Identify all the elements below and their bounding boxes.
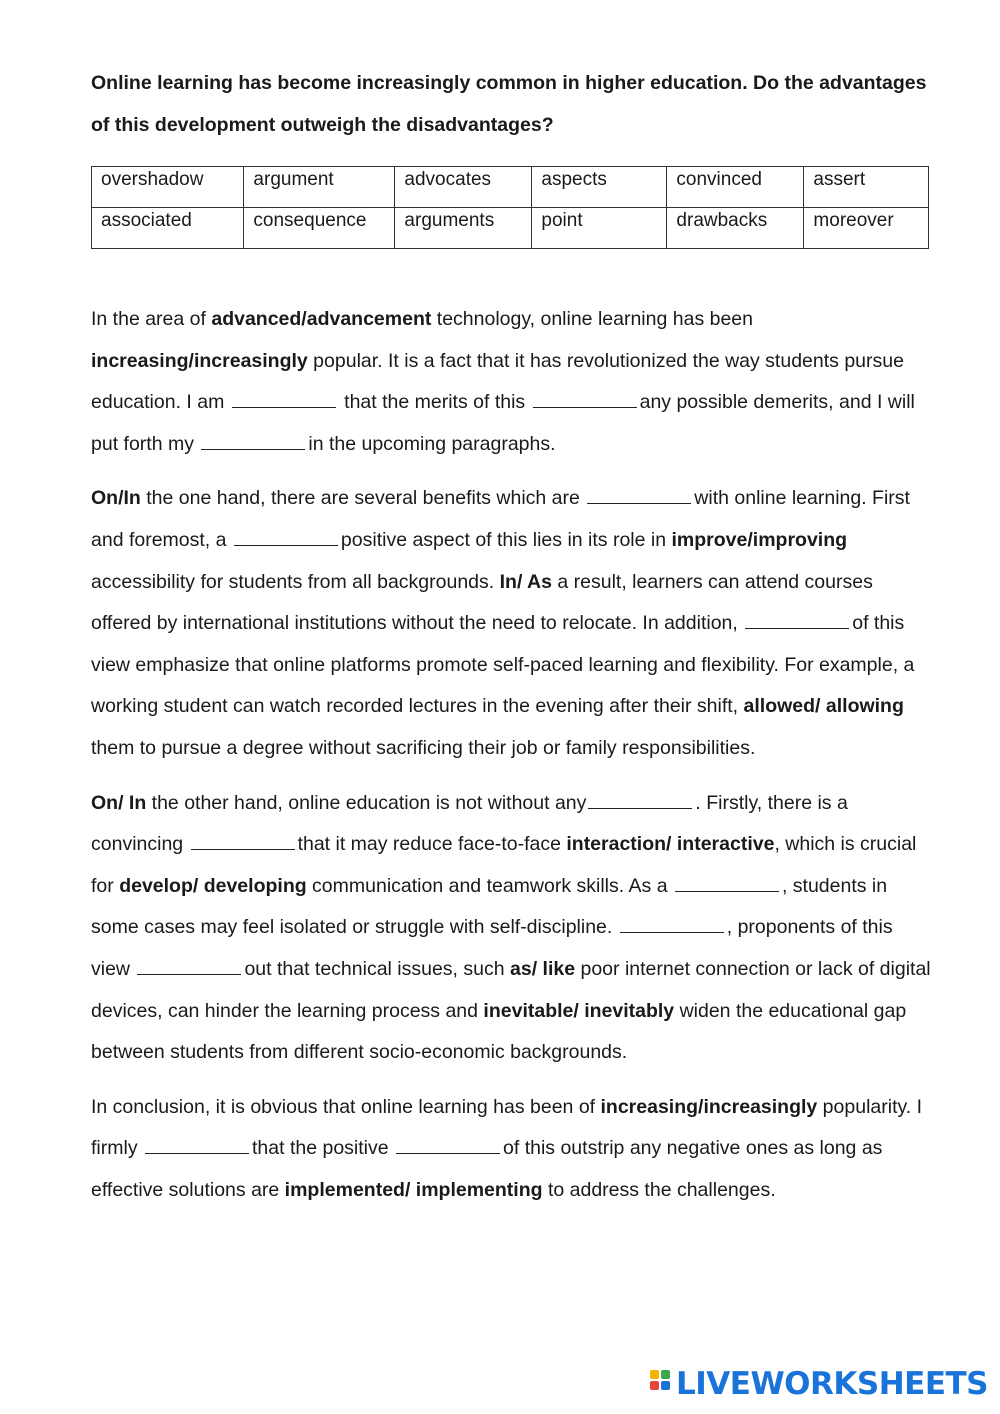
text: to address the challenges. xyxy=(542,1178,776,1201)
blank-input[interactable] xyxy=(232,389,336,408)
text: , which is crucial for xyxy=(91,833,917,897)
text: popular. It is a fact that it has revolutionized the way students pursue education. I am xyxy=(91,349,904,414)
blank-input[interactable] xyxy=(745,610,849,629)
word-bank-cell: convinced xyxy=(667,167,804,208)
text: them to pursue a degree without sacrificing their job or family responsibilities. xyxy=(91,736,756,759)
word-choice[interactable]: as/ like xyxy=(510,957,576,980)
worksheet xyxy=(91,62,931,1224)
text: popularity. I firmly xyxy=(91,1095,923,1160)
text: of this outstrip any negative ones as long as effective solutions are xyxy=(91,1137,883,1201)
word-choice[interactable]: On/ In xyxy=(91,791,147,814)
word-choice[interactable]: advanced/advancement xyxy=(211,308,432,330)
text: positive aspect of this lies in its role in xyxy=(340,528,672,551)
word-bank-cell: overshadow xyxy=(92,167,244,208)
text: out that technical issues, such xyxy=(244,957,511,980)
paragraph-advantages xyxy=(91,478,931,769)
text: communication and teamwork skills. As a xyxy=(306,874,673,897)
text: in the upcoming paragraphs. xyxy=(308,432,556,455)
blank-input[interactable] xyxy=(588,790,692,809)
word-choice[interactable]: In/ As xyxy=(499,570,552,593)
text: technology, online learning has been xyxy=(431,308,753,330)
blank-input[interactable] xyxy=(675,873,779,892)
text: , proponents of this view xyxy=(91,916,893,980)
text: accessibility for students from all backgrounds. xyxy=(91,570,500,593)
text: In conclusion, it is obvious that online learning has been of xyxy=(91,1095,601,1118)
text: of this view emphasize that online platforms promote self-paced learning and flexibility. For example, a working student can watch recorded lectures in the evening after their shift, xyxy=(91,612,915,718)
text: any possible demerits, and I will put forth my xyxy=(91,391,915,455)
word-bank-cell: advocates xyxy=(395,167,532,208)
word-choice[interactable]: increasing/increasingly xyxy=(600,1095,818,1118)
word-bank-row xyxy=(92,167,929,208)
word-bank-cell: associated xyxy=(92,208,244,249)
essay-prompt: Online learning has become increasingly common in higher education. Do the advantages of this development outweigh the disadvantages? xyxy=(91,72,927,136)
word-bank-cell: aspects xyxy=(532,167,667,208)
word-bank-cell: argument xyxy=(244,167,395,208)
word-bank-cell: moreover xyxy=(804,208,929,249)
paragraph-intro xyxy=(91,299,931,465)
blank-input[interactable] xyxy=(191,831,295,850)
word-bank-cell: assert xyxy=(804,167,929,208)
text: poor internet connection or lack of digital devices, can hinder the learning process and xyxy=(91,957,931,1022)
blank-input[interactable] xyxy=(587,485,691,504)
text: the other hand, online education is not without any xyxy=(146,791,587,814)
text: that the merits of this xyxy=(338,391,531,414)
word-bank-row xyxy=(92,208,929,249)
text: with online learning. First and foremost, a xyxy=(91,487,910,551)
word-choice[interactable]: implemented/ implementing xyxy=(284,1178,543,1201)
word-bank-cell: point xyxy=(532,208,667,249)
word-choice[interactable]: improve/improving xyxy=(671,528,848,551)
blank-input[interactable] xyxy=(533,389,637,408)
word-choice[interactable]: develop/ developing xyxy=(119,874,307,897)
text: that it may reduce face-to-face xyxy=(297,833,567,856)
logo-text: LIVEWORKSHEETS xyxy=(676,1366,988,1402)
word-bank-table xyxy=(91,166,929,249)
word-bank-cell: consequence xyxy=(244,208,395,249)
blank-input[interactable] xyxy=(396,1135,500,1154)
word-choice[interactable]: inevitable/ inevitably xyxy=(483,999,675,1022)
word-choice[interactable]: interaction/ interactive xyxy=(566,833,775,856)
text: a result, learners can attend courses offered by international institutions without the need to relocate. In addition, xyxy=(91,570,873,635)
text: widen the educational gap between students from different socio-economic backgrounds. xyxy=(91,999,907,1064)
text: the one hand, there are several benefits which are xyxy=(140,487,586,510)
text: that the positive xyxy=(252,1137,395,1160)
blank-input[interactable] xyxy=(137,956,241,975)
text: . Firstly, there is a convincing xyxy=(91,791,848,856)
word-choice[interactable]: increasing/increasingly xyxy=(91,349,308,372)
paragraph-conclusion xyxy=(91,1087,931,1212)
blank-input[interactable] xyxy=(620,914,724,933)
word-bank-cell: arguments xyxy=(395,208,532,249)
paragraph-disadvantages xyxy=(91,783,931,1074)
text: In the area of xyxy=(91,308,212,330)
word-bank-cell: drawbacks xyxy=(667,208,804,249)
blank-input[interactable] xyxy=(234,527,338,546)
word-choice[interactable]: allowed/ allowing xyxy=(743,695,904,718)
blank-input[interactable] xyxy=(145,1135,249,1154)
liveworksheets-logo xyxy=(650,1364,988,1404)
blank-input[interactable] xyxy=(201,431,305,450)
word-choice[interactable]: On/In xyxy=(91,487,141,510)
text: , students in some cases may feel isolated or struggle with self-discipline. xyxy=(91,874,888,939)
logo-icon xyxy=(650,1370,672,1398)
